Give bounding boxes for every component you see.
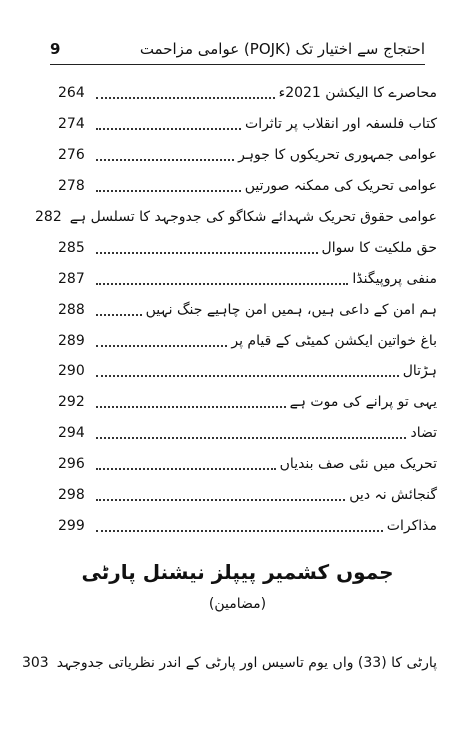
toc-entry-title: ہڑتال (402, 363, 437, 380)
toc-entry-page: 289 (58, 332, 85, 349)
toc-entry (58, 480, 437, 511)
dot-leader (96, 159, 234, 161)
section-heading: جموں کشمیر پیپلز نیشنل پارٹی (81, 560, 394, 584)
running-title: احتجاج سے اختیار تک (POJK) عوامی مزاحمت (139, 40, 425, 58)
toc-entry-title: تحریک میں نئی صف بندیاں (279, 456, 437, 473)
toc-entry-page: 264 (58, 85, 85, 102)
dot-leader (96, 499, 345, 501)
toc-entry-title: عوامی تحریک کی ممکنہ صورتیں (244, 178, 437, 195)
toc-entry (58, 232, 437, 263)
toc-entry-page: 278 (58, 178, 85, 195)
dot-leader (96, 283, 348, 285)
toc-entry-page: 290 (58, 363, 85, 380)
toc-entry-page: 292 (58, 394, 85, 411)
toc-entry (58, 325, 437, 356)
toc-entry-page: 288 (58, 301, 85, 318)
dot-leader (96, 406, 286, 408)
toc-entry-page: 299 (58, 517, 85, 534)
toc-entry-page: 294 (58, 425, 85, 442)
toc-entry-title: عوامی حقوق تحریک شہدائے شکاگو کی جدوجہد کا تسلسل ہے (69, 209, 437, 225)
toc-entry-title: محاصرے کا الیکشن 2021ء (278, 85, 437, 102)
toc-entry (58, 78, 437, 109)
toc-entry (58, 510, 437, 541)
section-contents (21, 648, 437, 679)
toc-entry-title: تضاد (410, 425, 437, 442)
dot-leader (96, 375, 399, 377)
dot-leader (96, 437, 406, 439)
toc-entry (21, 648, 437, 679)
toc-entry-title: حق ملکیت کا سوال (321, 239, 437, 256)
toc-entry-title: باغ خواتین ایکشن کمیٹی کے قیام پر (231, 332, 437, 349)
dot-leader (96, 468, 276, 470)
page-number: 9 (50, 40, 61, 58)
dot-leader (96, 190, 241, 192)
toc-entry-title: عوامی جمہوری تحریکوں کا جوہر (238, 147, 437, 164)
toc-entry (35, 202, 437, 233)
toc-entry-title: منفی پروپیگنڈا (352, 270, 437, 287)
toc-entry-title: یہی تو پرانے کی موت ہے (289, 394, 437, 411)
toc-entry (58, 356, 437, 387)
toc-entry (58, 418, 437, 449)
toc-entry-title: ہم امن کے داعی ہیں، ہمیں امن چاہیے جنگ نہیں (145, 301, 437, 318)
toc-entry (58, 263, 437, 294)
toc-entry (58, 109, 437, 140)
dot-leader (96, 252, 318, 254)
toc-entry-page: 282 (35, 209, 62, 225)
toc-entry-title: کتاب فلسفہ اور انقلاب پر تاثرات (245, 116, 437, 133)
dot-leader (96, 530, 383, 532)
toc-entry-page: 276 (58, 147, 85, 164)
header-rule (50, 64, 425, 65)
toc-entry (58, 387, 437, 418)
toc-entry-title: گنجائش نہ دیں (349, 487, 437, 504)
toc-entry-page: 274 (58, 116, 85, 133)
toc-entry-page: 296 (58, 456, 85, 473)
toc-entry (58, 140, 437, 171)
toc-entry-page: 298 (58, 487, 85, 504)
toc-entry (58, 171, 437, 202)
toc-entry-title: مذاکرات (386, 517, 437, 534)
dot-leader (96, 345, 227, 347)
dot-leader (96, 97, 275, 99)
toc-entry-page: 285 (58, 239, 85, 256)
toc-entry (58, 449, 437, 480)
toc-entry-title: پارٹی کا (33) واں یوم تاسیس اور پارٹی کے اندر نظریاتی جدوجہد (56, 655, 437, 672)
page-header (50, 38, 425, 66)
dot-leader (96, 128, 241, 130)
section-subheading: (مضامین) (208, 596, 267, 612)
toc-entry (58, 294, 437, 325)
toc-entry-page: 303 (21, 655, 49, 672)
toc-entry-page: 287 (58, 270, 85, 287)
table-of-contents (35, 78, 437, 541)
dot-leader (96, 314, 142, 316)
